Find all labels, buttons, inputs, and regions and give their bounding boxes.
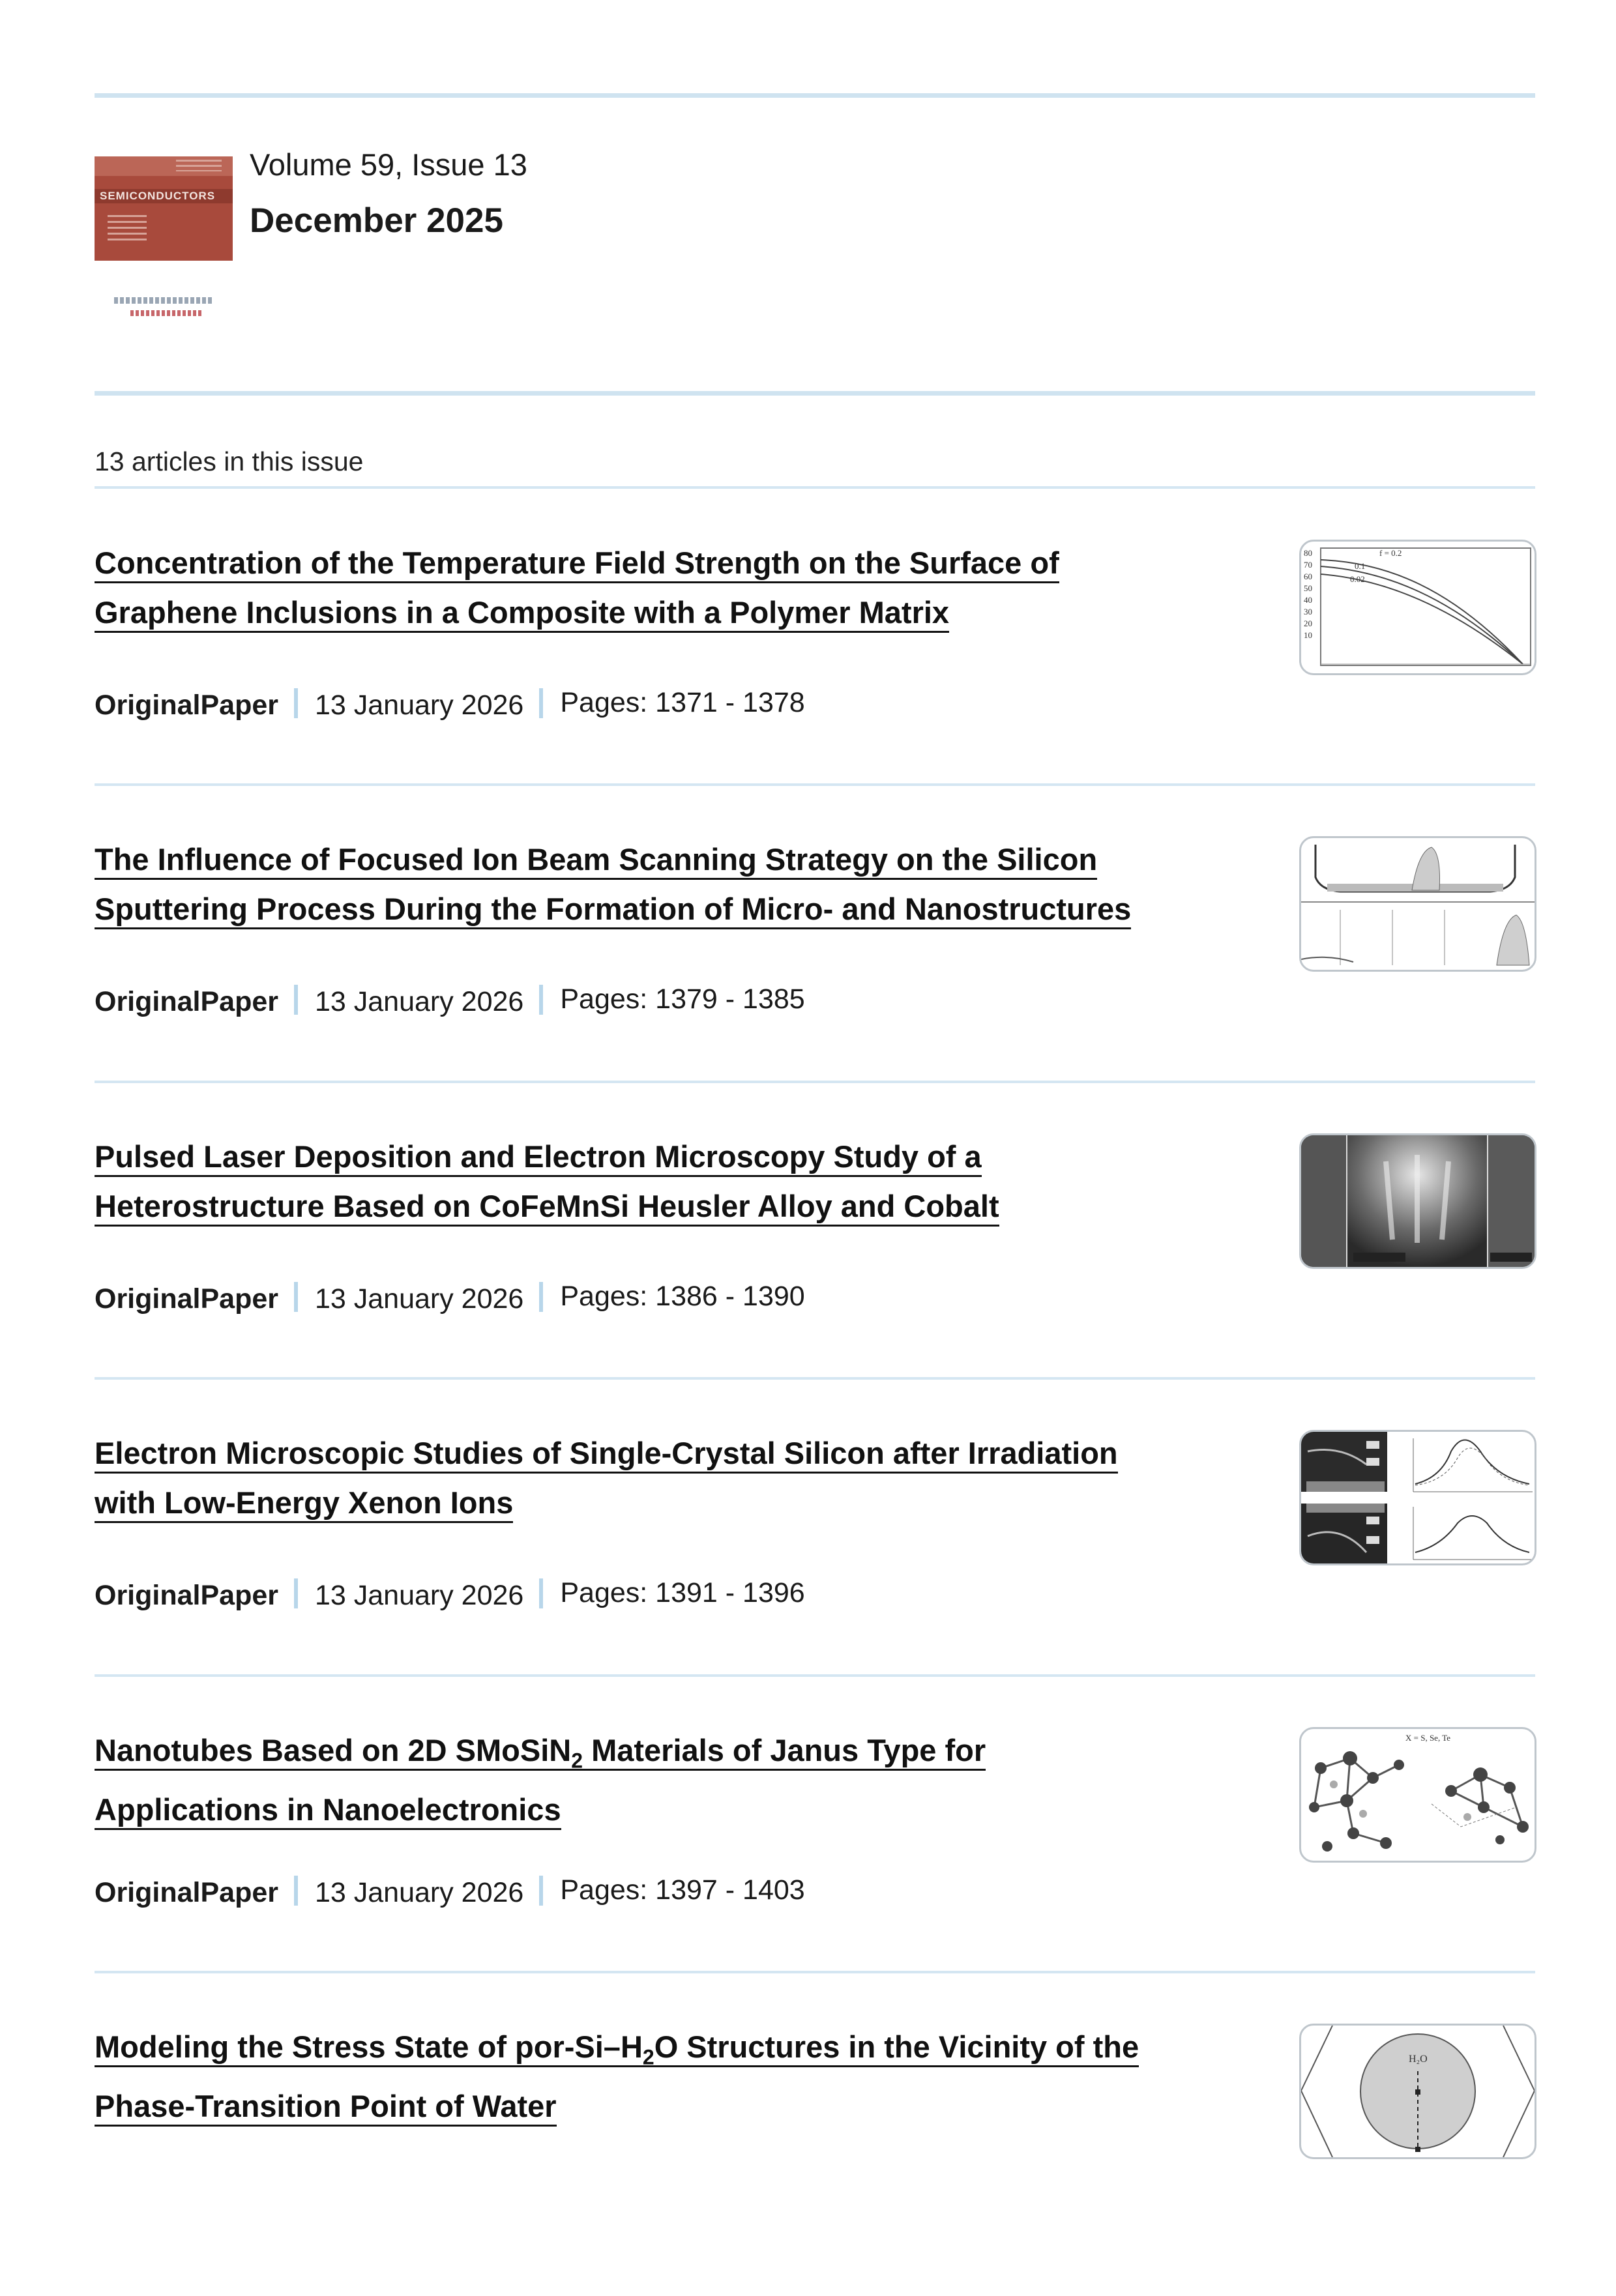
- thumb-axis-label: 10: [1304, 630, 1312, 640]
- article-title-link[interactable]: [95, 538, 1242, 637]
- article-type: OriginalPaper: [95, 1283, 278, 1315]
- article-pages: Pages: 1391 - 1396: [560, 1577, 805, 1608]
- header-divider: [95, 391, 1535, 396]
- meta-separator: [294, 1876, 298, 1906]
- meta-separator: [294, 1282, 298, 1312]
- article-thumbnail[interactable]: [1299, 1133, 1536, 1269]
- article-item: [95, 1726, 1535, 1999]
- article-type: OriginalPaper: [95, 690, 278, 721]
- article-item: [95, 835, 1535, 1109]
- title-subscript[interactable]: 2: [642, 2045, 654, 2069]
- cover-title: SEMICONDUCTORS: [100, 190, 216, 202]
- publisher-logo: [114, 297, 212, 304]
- title-text[interactable]: Materials of Janus Type for: [583, 1733, 986, 1767]
- thumbnail-microscopy-image: [1301, 1135, 1535, 1267]
- article-item: [95, 538, 1535, 812]
- article-thumbnail[interactable]: [1299, 1727, 1536, 1863]
- article-title-link[interactable]: [95, 1132, 1242, 1231]
- article-thumbnail[interactable]: [1299, 540, 1536, 675]
- thumbnail-trench-profile: [1301, 838, 1535, 970]
- cover-text-lines: [176, 160, 222, 171]
- top-divider: [95, 93, 1535, 98]
- issue-volume: Volume 59, Issue 13: [250, 147, 527, 182]
- article-pages: Pages: 1386 - 1390: [560, 1281, 805, 1312]
- article-title-line[interactable]: Electron Microscopic Studies of Single-Crystal Silicon after Irradiation: [95, 1436, 1118, 1474]
- article-meta: [95, 1578, 805, 1612]
- article-thumbnail[interactable]: [1299, 1430, 1536, 1565]
- article-pages: Pages: 1371 - 1378: [560, 687, 805, 718]
- article-item: [95, 2022, 1535, 2296]
- meta-separator: [539, 1282, 543, 1312]
- article-count: 13 articles in this issue: [95, 446, 364, 476]
- article-pages: Pages: 1379 - 1385: [560, 983, 805, 1015]
- article-date: 13 January 2026: [314, 1580, 524, 1611]
- thumb-axis-label: 30: [1304, 607, 1312, 617]
- thumb-axis-label: 60: [1304, 572, 1312, 581]
- article-title-line[interactable]: Applications in Nanoelectronics: [95, 1792, 561, 1830]
- journal-cover-image[interactable]: [95, 156, 233, 332]
- article-title-line[interactable]: Sputtering Process During the Formation of Micro- and Nanostructures: [95, 892, 1131, 929]
- thumb-caption: X = S, Se, Te: [1405, 1733, 1451, 1743]
- article-title-line[interactable]: [95, 1733, 986, 1771]
- meta-separator: [294, 688, 298, 718]
- thumbnail-molecular-structure: [1301, 1729, 1535, 1861]
- article-date: 13 January 2026: [314, 986, 524, 1017]
- article-title-line[interactable]: Graphene Inclusions in a Composite with a Polymer Matrix: [95, 595, 949, 633]
- thumb-axis-label: 80: [1304, 548, 1312, 558]
- title-text[interactable]: Nanotubes Based on 2D SMoSiN: [95, 1733, 572, 1767]
- article-divider: [95, 1377, 1535, 1380]
- article-divider: [95, 1081, 1535, 1083]
- thumbnail-graph-curves: [1301, 542, 1535, 673]
- list-divider: [95, 486, 1535, 489]
- issue-date: December 2025: [250, 201, 503, 240]
- article-type: OriginalPaper: [95, 1877, 278, 1908]
- article-type: OriginalPaper: [95, 1580, 278, 1611]
- article-item: [95, 1429, 1535, 1702]
- article-divider: [95, 1971, 1535, 1973]
- cover-text-lines: [108, 215, 147, 241]
- article-divider: [95, 783, 1535, 786]
- article-title-line[interactable]: Pulsed Laser Deposition and Electron Microscopy Study of a: [95, 1139, 982, 1177]
- article-meta: [95, 688, 805, 721]
- article-title-link[interactable]: [95, 1726, 1242, 1835]
- publisher-logo: [130, 310, 202, 316]
- article-title-link[interactable]: [95, 2022, 1242, 2131]
- article-title-link[interactable]: [95, 835, 1242, 934]
- article-date: 13 January 2026: [314, 690, 524, 721]
- article-title-line[interactable]: Heterostructure Based on CoFeMnSi Heusler Alloy and Cobalt: [95, 1189, 999, 1227]
- thumb-axis-label: 40: [1304, 595, 1312, 605]
- meta-separator: [539, 688, 543, 718]
- article-date: 13 January 2026: [314, 1877, 524, 1908]
- meta-separator: [294, 1578, 298, 1608]
- article-meta: [95, 985, 805, 1018]
- thumb-axis-label: 70: [1304, 560, 1312, 570]
- thumbnail-pore-diagram: [1301, 2026, 1535, 2157]
- thumb-axis-label: 50: [1304, 583, 1312, 593]
- article-thumbnail[interactable]: [1299, 2024, 1536, 2159]
- article-type: OriginalPaper: [95, 986, 278, 1017]
- meta-separator: [539, 1578, 543, 1608]
- thumb-label: H₂O: [1409, 2054, 1428, 2065]
- article-title-line[interactable]: [95, 2029, 1139, 2067]
- article-item: [95, 1132, 1535, 1406]
- thumbnail-tem-panels: [1301, 1432, 1535, 1563]
- thumb-curve-label: f = 0.2: [1379, 548, 1402, 558]
- article-title-line[interactable]: Phase-Transition Point of Water: [95, 2089, 557, 2127]
- article-meta: [95, 1282, 805, 1315]
- article-divider: [95, 1674, 1535, 1677]
- article-title-line[interactable]: The Influence of Focused Ion Beam Scanning Strategy on the Silicon: [95, 842, 1097, 880]
- thumb-curve-label: 0.02: [1350, 574, 1365, 584]
- title-text[interactable]: Modeling the Stress State of por-Si–H: [95, 2029, 643, 2064]
- meta-separator: [539, 1876, 543, 1906]
- meta-separator: [294, 985, 298, 1015]
- article-meta: [95, 1876, 805, 1909]
- article-date: 13 January 2026: [314, 1283, 524, 1315]
- article-title-line[interactable]: Concentration of the Temperature Field Strength on the Surface of: [95, 545, 1059, 583]
- thumb-axis-label: 20: [1304, 618, 1312, 628]
- title-text[interactable]: O Structures in the Vicinity of the: [654, 2029, 1139, 2064]
- title-subscript[interactable]: 2: [571, 1749, 583, 1773]
- article-thumbnail[interactable]: [1299, 836, 1536, 972]
- article-pages: Pages: 1397 - 1403: [560, 1874, 805, 1906]
- meta-separator: [539, 985, 543, 1015]
- article-title-line[interactable]: with Low-Energy Xenon Ions: [95, 1485, 513, 1523]
- thumb-curve-label: 0.1: [1355, 561, 1366, 571]
- article-title-link[interactable]: [95, 1429, 1242, 1528]
